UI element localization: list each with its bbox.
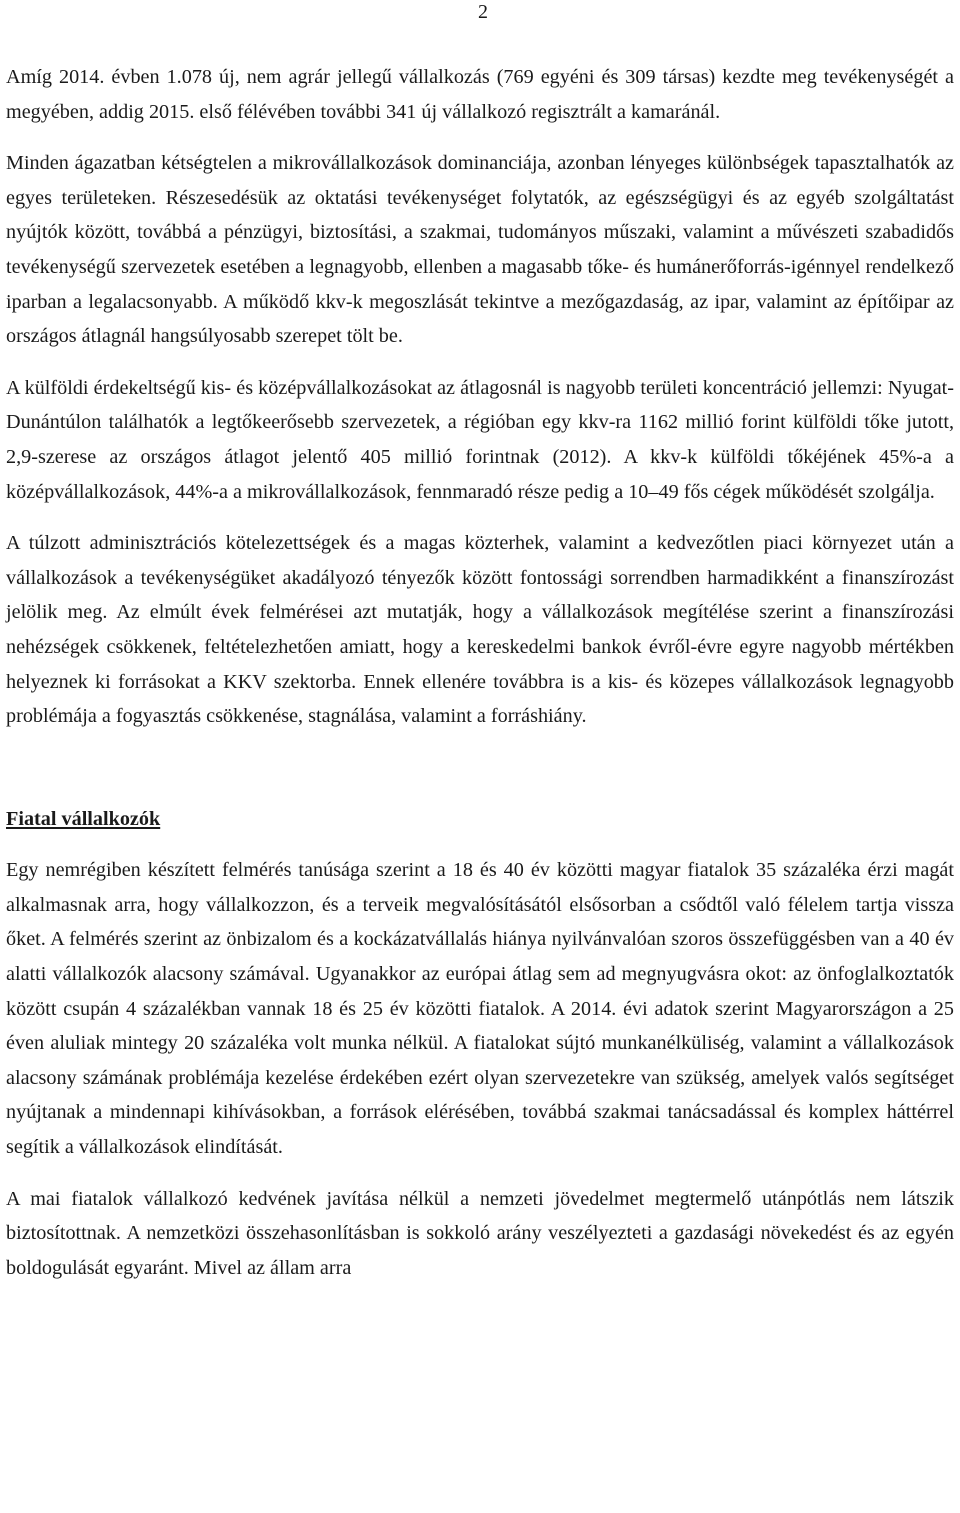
- paragraph-new-enterprises: Amíg 2014. évben 1.078 új, nem agrár jellegű vállalkozás (769 egyéni és 309 társas) kezdte meg tevékenységét a megyében, addig 2015. első félévében további 341 új vállalkozó regisztrált a kamaránál.: [6, 66, 954, 123]
- page-number: 2: [478, 1, 488, 23]
- paragraph-micro-enterprises: Minden ágazatban kétségtelen a mikrovállalkozások dominanciája, azonban lényeges különbségek tapasztalhatók az egyes területeken. Részesedésük az oktatási tevékenységet folytatók, az egészségügyi és az egyéb szolgáltatást nyújtók között, továbbá a pénzügyi, biztosítási, a szakmai, tudományos műszaki, valamint a művészeti szabadidős tevékenységű szervezetek esetében a legnagyobb, ellenben a magasabb tőke- és humánerőforrás-igénnyel rendelkező iparban a legalacsonyabb. A működő kkv-k megoszlását tekintve a mezőgazdaság, az ipar, valamint az építőipar az országos átlagnál hangsúlyosabb szerepet tölt be.: [6, 152, 954, 348]
- document-body: [6, 60, 954, 1285]
- paragraph-financing: A túlzott adminisztrációs kötelezettségek és a magas közterhek, valamint a kedvezőtlen piaci környezet után a vállalkozások a tevékenységüket akadályozó tényezők között fontossági sorrendben harmadikként a finanszírozást jelölik meg. Az elmúlt évek felmérései azt mutatják, hogy a vállalkozások megítélése szerint a finanszírozási nehézségek csökkenek, feltételezhetően amiatt, hogy a kereskedelmi bankok évről-évre egyre nagyobb mértékben helyeznek ki forrásokat a KKV szektorba. Ennek ellenére továbbra is a kis- és közepes vállalkozások legnagyobb problémája a fogyasztás csökkenése, stagnálása, valamint a forráshiány.: [6, 532, 954, 728]
- paragraph-foreign-capital: A külföldi érdekeltségű kis- és középvállalkozásokat az átlagosnál is nagyobb területi koncentráció jellemzi: Nyugat-Dunántúlon találhatók a legtőkeerősebb szervezetek, a régióban egy kkv-ra 1162 millió forint külföldi tőke jutott, 2,9-szerese az országos átlagot jelentő 405 millió forintnak (2012). A kkv-k külföldi tőkéjének 45%-a a középvállalkozások, 44%-a a mikrovállalkozások, fennmaradó része pedig a 10–49 fős cégek működését szolgálja.: [6, 376, 954, 503]
- section-heading: Fiatal vállalkozók: [6, 807, 161, 830]
- paragraph-young-entrepreneurs-survey: Egy nemrégiben készített felmérés tanúsága szerint a 18 és 40 év közötti magyar fiatalok 35 százaléka érzi magát alkalmasnak arra, hogy vállalkozzon, és a terveik megvalósításától elsősorban a csődtől való félelem tartja vissza őket. A felmérés szerint az önbizalom és a kockázatvállalás hiánya nyilvánvalóan szoros összefüggésben van a 40 év alatti vállalkozók alacsony számával. Ugyanakkor az európai átlag sem ad megnyugvásra okot: az önfoglalkoztatók között csupán 4 százalékban vannak 18 és 25 év közötti fiatalok. A 2014. évi adatok szerint Magyarországon a 25 éven aluliak mintegy 20 százaléka volt munka nélkül. A fiatalokat sújtó munkanélküliség, valamint a vállalkozások alacsony számának problémája kezelése érdekében ezért olyan szervezetekre van szükség, amelyek valós segítséget nyújtanak a mindennapi kihívásokban, a források elérésében, továbbá szakmai tanácsadással és komplex háttérrel segítik a vállalkozások elindítását.: [6, 859, 954, 1159]
- paragraph-young-entrepreneurs-outlook: A mai fiatalok vállalkozó kedvének javítása nélkül a nemzeti jövedelmet megtermelő utánpótlás nem látszik biztosítottnak. A nemzetközi összehasonlításban is sokkoló arány veszélyezteti a gazdasági növekedést és az egyén boldogulását egyaránt. Mivel az állam arra: [6, 1187, 954, 1279]
